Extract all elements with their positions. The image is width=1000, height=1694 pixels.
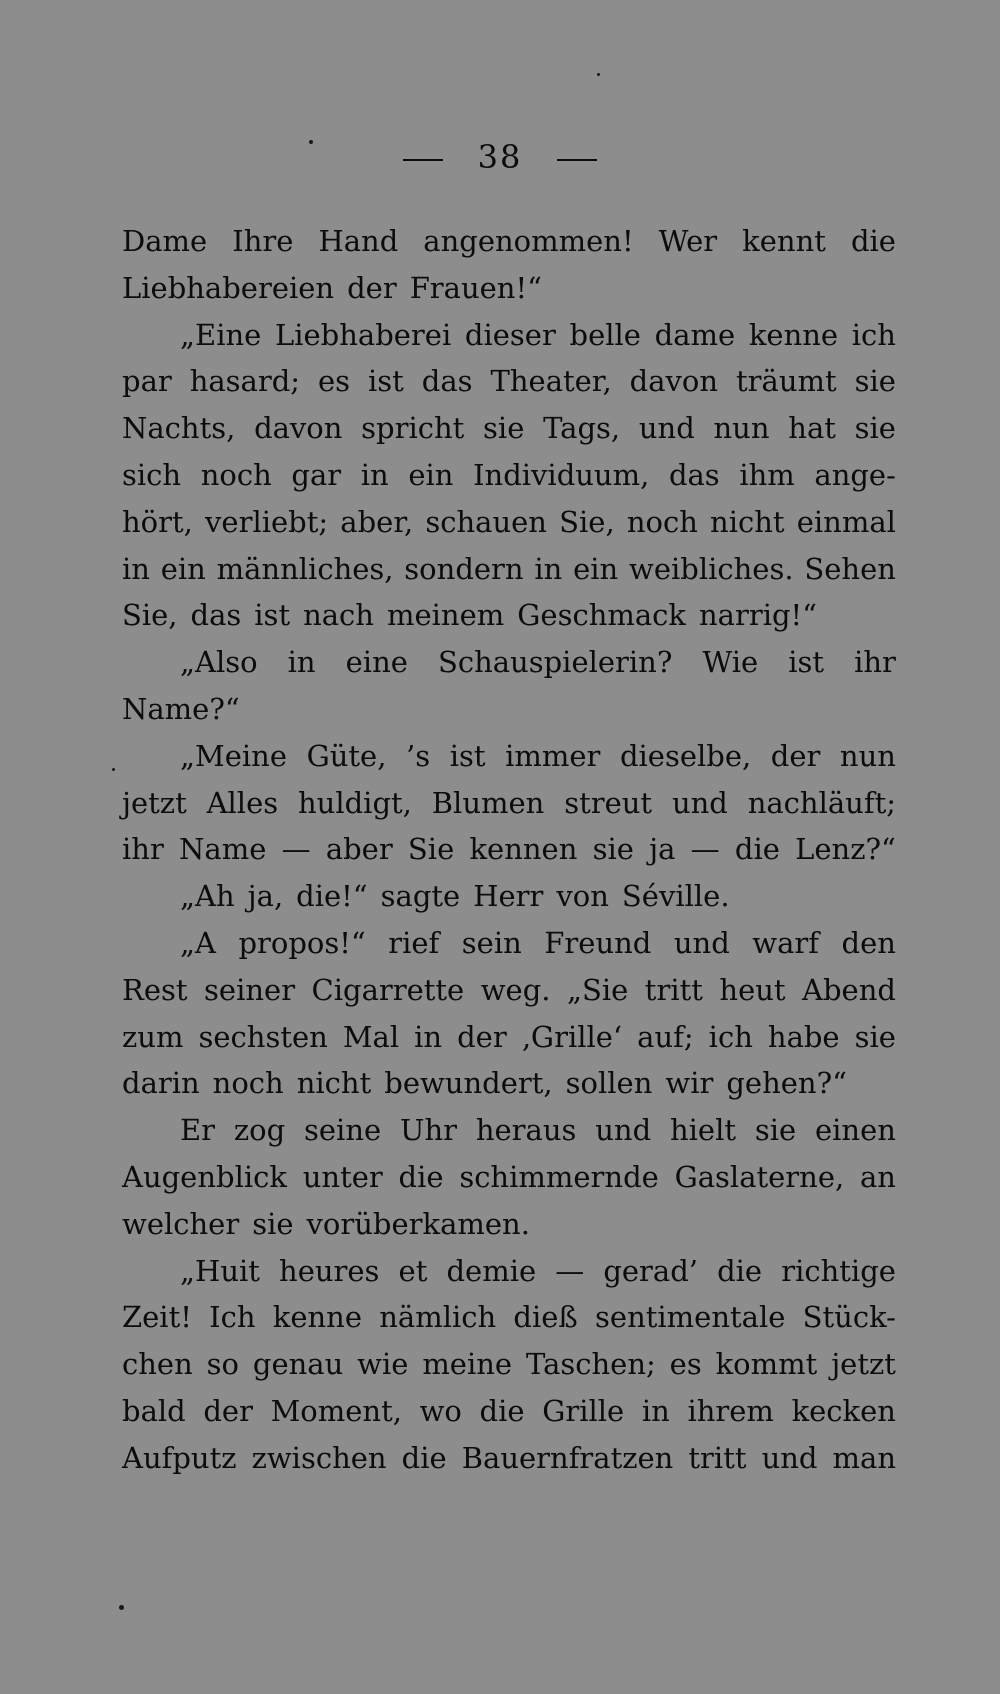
word: Nachts, bbox=[122, 411, 236, 446]
word: nun bbox=[713, 411, 770, 446]
word: das bbox=[421, 364, 473, 399]
word: Sie, bbox=[122, 598, 178, 633]
word: richtige bbox=[781, 1253, 896, 1288]
word: Er bbox=[180, 1113, 216, 1148]
word: Stück- bbox=[802, 1300, 896, 1335]
word: unter bbox=[302, 1159, 383, 1194]
word: den bbox=[841, 925, 896, 960]
word: in bbox=[360, 457, 389, 492]
word: davon bbox=[254, 411, 343, 446]
word: sie bbox=[854, 1019, 896, 1054]
word: Blumen bbox=[431, 785, 545, 820]
word: und bbox=[761, 1440, 818, 1475]
word: ein bbox=[408, 457, 454, 492]
word: sie bbox=[854, 364, 896, 399]
word: und bbox=[595, 1113, 652, 1148]
word: träumt bbox=[736, 364, 837, 399]
word: gehen?“ bbox=[726, 1066, 847, 1101]
word: ‚Grille‘ bbox=[521, 1019, 623, 1054]
word: man bbox=[832, 1440, 896, 1475]
word: kecken bbox=[791, 1393, 896, 1428]
word: Grille bbox=[542, 1393, 625, 1428]
word: weibliches. bbox=[629, 551, 794, 586]
page-header bbox=[0, 138, 1000, 176]
word: in bbox=[414, 1019, 443, 1054]
word: Hand bbox=[318, 224, 399, 258]
word: das bbox=[668, 457, 720, 492]
text-line bbox=[122, 499, 896, 546]
word: verliebt; bbox=[205, 504, 329, 539]
word: huldigt, bbox=[297, 785, 412, 820]
word: zwischen bbox=[251, 1440, 387, 1475]
word: Freund bbox=[544, 925, 652, 960]
word: warf bbox=[752, 925, 820, 960]
word: zum bbox=[122, 1019, 184, 1054]
word: dame bbox=[654, 317, 736, 352]
word: nachläuft; bbox=[747, 785, 896, 820]
word: eine bbox=[345, 645, 408, 680]
word: Lenz?“ bbox=[795, 832, 896, 867]
word: nicht bbox=[296, 1066, 372, 1101]
word: Rest bbox=[122, 972, 188, 1007]
text-line bbox=[122, 1154, 896, 1201]
word: tritt bbox=[644, 972, 703, 1007]
word: einmal bbox=[796, 504, 896, 539]
text-line bbox=[122, 1107, 896, 1154]
word: Gaslaterne, bbox=[674, 1159, 845, 1194]
word: der bbox=[457, 1019, 507, 1054]
word: die bbox=[479, 1393, 525, 1428]
text-line bbox=[122, 1294, 896, 1341]
word: sie bbox=[754, 1113, 797, 1148]
text-line bbox=[122, 1014, 896, 1061]
word: ihr bbox=[854, 645, 896, 680]
word: hielt bbox=[669, 1113, 737, 1148]
word: immer bbox=[505, 738, 601, 773]
word: nun bbox=[839, 738, 896, 773]
print-speck bbox=[112, 768, 115, 771]
word: par bbox=[122, 364, 172, 399]
word: kennt bbox=[742, 224, 826, 258]
word: narrig!“ bbox=[699, 598, 818, 633]
word: ja bbox=[649, 832, 676, 867]
text-line bbox=[122, 546, 896, 593]
word: — bbox=[281, 832, 311, 867]
word: chen bbox=[122, 1347, 193, 1382]
text-line bbox=[122, 592, 896, 639]
word: genau bbox=[252, 1347, 344, 1382]
word: Frauen!“ bbox=[409, 270, 542, 305]
word: meine bbox=[422, 1347, 513, 1382]
word: ist bbox=[788, 645, 825, 680]
word: habe bbox=[767, 1019, 840, 1054]
word: nicht bbox=[710, 504, 785, 539]
word: hat bbox=[788, 411, 836, 446]
word: sein bbox=[461, 925, 522, 960]
word: — bbox=[690, 832, 720, 867]
text-line bbox=[122, 1388, 896, 1435]
word: hasard; bbox=[189, 364, 301, 399]
text-line bbox=[122, 780, 896, 827]
word: „Huit bbox=[180, 1253, 260, 1288]
word: ihr bbox=[122, 832, 164, 867]
word: „Ah bbox=[180, 879, 235, 914]
word: darin bbox=[122, 1066, 200, 1101]
word: kenne bbox=[748, 317, 839, 352]
text-line bbox=[122, 873, 896, 920]
text-line bbox=[122, 1060, 896, 1107]
word: — bbox=[555, 1253, 585, 1288]
word: so bbox=[206, 1347, 239, 1382]
text-line bbox=[122, 1201, 896, 1248]
word: nämlich bbox=[379, 1300, 497, 1335]
word: das bbox=[190, 598, 242, 633]
word: et bbox=[398, 1253, 428, 1288]
word: kenne bbox=[272, 1300, 363, 1335]
word: Bauernfratzen bbox=[461, 1440, 674, 1475]
word: noch bbox=[212, 1066, 284, 1101]
word: die bbox=[398, 1159, 444, 1194]
word: heut bbox=[719, 972, 786, 1007]
word: ist bbox=[449, 738, 486, 773]
word: an bbox=[860, 1159, 896, 1194]
word: zog bbox=[233, 1113, 286, 1148]
print-speck bbox=[597, 73, 600, 76]
word: die bbox=[734, 832, 780, 867]
text-line bbox=[122, 358, 896, 405]
text-line bbox=[122, 733, 896, 780]
word: auf; bbox=[637, 1019, 694, 1054]
text-line bbox=[122, 218, 896, 265]
word: aber, bbox=[340, 504, 414, 539]
word: sie bbox=[252, 1206, 294, 1241]
word: schimmernde bbox=[459, 1159, 659, 1194]
word: in bbox=[287, 645, 316, 680]
word: „Eine bbox=[180, 317, 262, 352]
page-number: 38 bbox=[477, 138, 523, 176]
word: ich bbox=[708, 1019, 753, 1054]
word: in bbox=[122, 551, 150, 586]
word: ihrem bbox=[687, 1393, 774, 1428]
word: demie bbox=[446, 1253, 537, 1288]
word: der bbox=[770, 738, 821, 773]
word: spricht bbox=[361, 411, 465, 446]
word: sondern bbox=[404, 551, 524, 586]
word: und bbox=[671, 785, 728, 820]
header-dash-left bbox=[403, 159, 443, 161]
word: sie bbox=[854, 411, 896, 446]
word: dieselbe, bbox=[619, 738, 752, 773]
word: Individuum, bbox=[473, 457, 650, 492]
word: Augenblick bbox=[122, 1159, 287, 1194]
word: sie bbox=[483, 411, 525, 446]
word: es bbox=[318, 364, 351, 399]
word: sagte bbox=[380, 879, 461, 914]
word: rief bbox=[388, 925, 440, 960]
word: ja, bbox=[247, 879, 284, 914]
word: tritt bbox=[688, 1440, 747, 1475]
word: „Meine bbox=[180, 738, 287, 773]
word: sich bbox=[122, 457, 182, 492]
word: Ich bbox=[209, 1300, 256, 1335]
word: welcher bbox=[122, 1206, 240, 1241]
word: Geschmack bbox=[517, 598, 686, 633]
word: Schauspielerin? bbox=[437, 645, 673, 680]
word: Uhr bbox=[400, 1113, 457, 1148]
text-line bbox=[122, 312, 896, 359]
word: ein bbox=[160, 551, 206, 586]
word: jetzt bbox=[122, 785, 187, 820]
text-line bbox=[122, 1248, 896, 1295]
word: sollen bbox=[565, 1066, 653, 1101]
word: einen bbox=[815, 1113, 896, 1148]
text-line bbox=[122, 686, 896, 733]
text-line bbox=[122, 452, 896, 499]
word: Sehen bbox=[804, 551, 896, 586]
word: seine bbox=[304, 1113, 382, 1148]
word: seiner bbox=[204, 972, 296, 1007]
word: von bbox=[556, 879, 609, 914]
word: noch bbox=[200, 457, 272, 492]
word: weg. bbox=[480, 972, 551, 1007]
word: „Sie bbox=[566, 972, 629, 1007]
word: davon bbox=[629, 364, 719, 399]
word: streut bbox=[564, 785, 653, 820]
text-line bbox=[122, 1435, 896, 1482]
header-dash-right bbox=[557, 159, 597, 161]
word: Theater, bbox=[490, 364, 612, 399]
word: „A bbox=[180, 925, 216, 960]
word: heures bbox=[279, 1253, 380, 1288]
word: wir bbox=[665, 1066, 714, 1101]
word: ’s bbox=[406, 738, 431, 773]
word: Séville. bbox=[621, 879, 730, 914]
word: gar bbox=[291, 457, 342, 492]
word: ich bbox=[851, 317, 896, 352]
word: „Also bbox=[180, 645, 258, 680]
word: Moment, bbox=[270, 1393, 402, 1428]
word: propos!“ bbox=[238, 925, 366, 960]
body-text bbox=[122, 218, 896, 1482]
word: noch bbox=[626, 504, 698, 539]
word: hört, bbox=[122, 504, 193, 539]
word: Herr bbox=[473, 879, 544, 914]
word: sentimentale bbox=[595, 1300, 786, 1335]
word: es bbox=[669, 1347, 702, 1382]
word: meinem bbox=[386, 598, 505, 633]
word: und bbox=[673, 925, 730, 960]
print-speck bbox=[309, 140, 313, 144]
word: Cigarrette bbox=[311, 972, 465, 1007]
text-line bbox=[122, 920, 896, 967]
word: Ihre bbox=[232, 224, 294, 258]
word: Abend bbox=[802, 972, 896, 1007]
word: kennen bbox=[469, 832, 578, 867]
word: die!“ bbox=[296, 879, 368, 914]
word: Sie bbox=[407, 832, 455, 867]
word: ist bbox=[254, 598, 291, 633]
word: belle bbox=[569, 317, 641, 352]
word: in bbox=[534, 551, 563, 586]
text-line bbox=[122, 826, 896, 873]
text-line bbox=[122, 639, 896, 686]
text-line bbox=[122, 1341, 896, 1388]
word: kommt bbox=[715, 1347, 818, 1382]
word: dieß bbox=[513, 1300, 578, 1335]
word: schauen bbox=[425, 504, 547, 539]
word: dieser bbox=[464, 317, 556, 352]
word: Dame bbox=[122, 224, 208, 258]
print-speck bbox=[119, 1605, 124, 1610]
word: Taschen; bbox=[525, 1347, 656, 1382]
word: Sie, bbox=[559, 504, 615, 539]
word: wie bbox=[357, 1347, 409, 1382]
word: Alles bbox=[206, 785, 279, 820]
text-line bbox=[122, 967, 896, 1014]
word: Wer bbox=[658, 224, 718, 258]
word: heraus bbox=[475, 1113, 577, 1148]
word: wo bbox=[419, 1393, 462, 1428]
word: ist bbox=[368, 364, 404, 399]
word: Aufputz bbox=[122, 1440, 237, 1475]
word: Name?“ bbox=[122, 691, 240, 726]
word: ange- bbox=[814, 457, 896, 492]
word: Zeit! bbox=[122, 1300, 192, 1335]
word: Güte, bbox=[306, 738, 387, 773]
word: nach bbox=[303, 598, 374, 633]
word: bald bbox=[122, 1393, 186, 1428]
text-line bbox=[122, 265, 896, 312]
word: und bbox=[638, 411, 695, 446]
word: bewundert, bbox=[384, 1066, 553, 1101]
word: die bbox=[850, 224, 896, 258]
word: Wie bbox=[702, 645, 759, 680]
text-line bbox=[122, 405, 896, 452]
word: Liebhaberei bbox=[274, 317, 452, 352]
word: sechsten bbox=[198, 1019, 328, 1054]
word: der bbox=[203, 1393, 253, 1428]
word: Liebhabereien bbox=[122, 270, 335, 305]
word: Mal bbox=[342, 1019, 400, 1054]
word: ihm bbox=[739, 457, 795, 492]
word: Tags, bbox=[543, 411, 621, 446]
word: jetzt bbox=[831, 1347, 896, 1382]
word: ein bbox=[573, 551, 619, 586]
word: in bbox=[641, 1393, 670, 1428]
word: gerad’ bbox=[603, 1253, 698, 1288]
word: männliches, bbox=[216, 551, 394, 586]
word: Name bbox=[179, 832, 267, 867]
word: angenommen! bbox=[423, 224, 634, 258]
word: vorüberkamen. bbox=[306, 1206, 530, 1241]
word: aber bbox=[325, 832, 393, 867]
word: der bbox=[347, 270, 397, 305]
word: sie bbox=[592, 832, 634, 867]
word: die bbox=[717, 1253, 763, 1288]
word: die bbox=[401, 1440, 447, 1475]
